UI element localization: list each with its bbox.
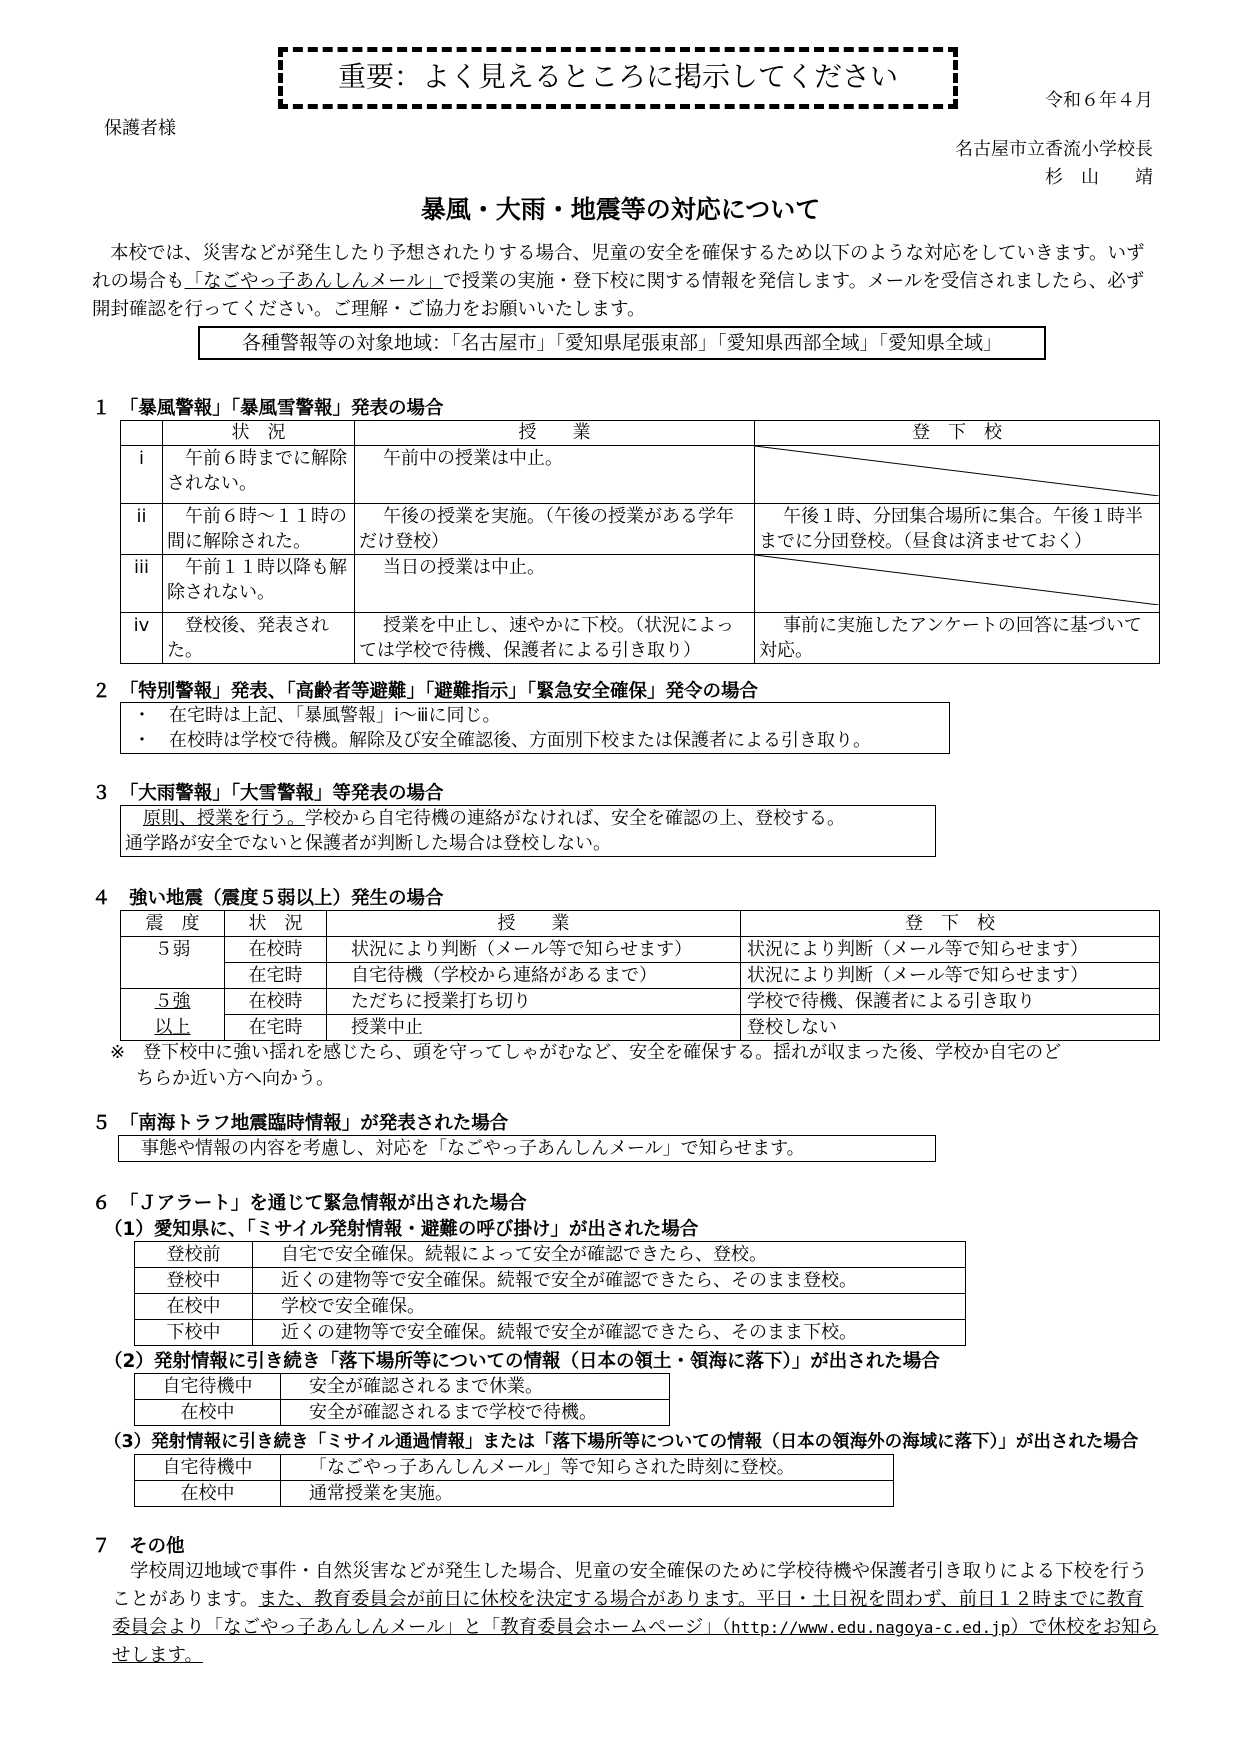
section-3-heading: ３ 「大雨警報」「大雪警報」等発表の場合 [92,783,444,804]
row-commute-na [755,446,1160,504]
other-paragraph [112,1558,1162,1670]
row-situation: 登校後、発表された。 [163,613,355,664]
jalert-table-1 [134,1241,966,1346]
sender-name: 杉 山 靖 [1045,167,1153,188]
list-item: ・ 在宅時は上記、「暴風警報」ⅰ～ⅲに同じ。 [133,705,501,726]
row-class: 状況により判断（メール等で知らせます） [327,937,741,963]
section-6-sub-1: （1）愛知県に、「ミサイル発射情報・避難の呼び掛け」が出された場合 [104,1219,699,1240]
row-commute: 登校しない [741,1015,1160,1041]
header-commute: 登 下 校 [755,421,1160,446]
rain-line-1 [125,806,931,831]
storm-warning-table [120,420,1160,664]
row-value: 近くの建物等で安全確保。続報で安全が確認できたら、そのまま下校。 [253,1320,966,1346]
addressee: 保護者様 [104,118,176,139]
row-situation: 午前１１時以降も解除されない。 [163,555,355,613]
row-class: 自宅待機（学校から連絡があるまで） [327,963,741,989]
row-class: 授業を中止し、速やかに下校。（状況によっては学校で待機、保護者による引き取り） [355,613,755,664]
jalert-table-2 [134,1373,670,1426]
row-number: iv [121,613,163,664]
other-text-b: また、教育委員会が前日に休校を決定する場合があります。平日・土日祝を問わず、前日１２時までに教育委員会より「なごやっ子あんしんメール」と「教育委員会ホームページ」 [112,1589,1144,1638]
row-value: 安全が確認されるまで学校で待機。 [281,1400,670,1426]
notice-text: 重要：よく見えるところに掲示してください [337,60,898,93]
row-key: 在校中 [135,1481,281,1507]
rain-line-1-text: 学校から自宅待機の連絡がなければ、安全を確認の上、登校する。 [305,808,845,829]
paren-open: （ [721,1617,732,1638]
table-row [121,613,1160,664]
row-key: 自宅待機中 [135,1455,281,1481]
section-5-heading: ５ 「南海トラフ地震臨時情報」が発表された場合 [92,1113,509,1134]
row-value: 安全が確認されるまで休業。 [281,1374,670,1400]
row-class: 当日の授業は中止。 [355,555,755,613]
row-situation: 午前６時～１１時の間に解除された。 [163,504,355,555]
row-situation: 在宅時 [225,1015,327,1041]
intro-mail-name: 「なごやっ子あんしんメール」 [184,271,444,292]
diagonal-slash [755,555,1159,605]
nankai-box: 事態や情報の内容を考慮し、対応を「なごやっ子あんしんメール」で知らせます。 [118,1135,936,1162]
special-warning-box [120,702,950,754]
intro-text-1: 本校では、災害などが発生したり予想されたりする場合、児童の安全を確保するため以下のような対応をしていきます。いずれの場合も [92,243,1145,292]
table-row [135,1374,670,1400]
row-commute-na [755,555,1160,613]
rain-line-2: 通学路が安全でないと保護者が判断した場合は登校しない。 [125,833,611,854]
intensity-label: ５強 [154,991,191,1012]
row-value: 学校で安全確保。 [253,1294,966,1320]
intro-text-2: で授業の実施・登下校に関する情報を発信します。メールを受信されましたら、必ず開封確認を行ってください。ご理解・ご協力をお願いいたします。 [92,271,1145,320]
row-situation: 午前６時までに解除されない。 [163,446,355,504]
header-intensity: 震 度 [121,911,225,937]
row-commute: 状況により判断（メール等で知らせます） [741,963,1160,989]
section-4-heading: ４ 強い地震（震度５弱以上）発生の場合 [92,888,444,909]
row-number: iii [121,555,163,613]
table-row [121,1015,1160,1041]
target-area-box: 各種警報等の対象地域：「名古屋市」「愛知県尾張東部」「愛知県西部全域」「愛知県全域」 [198,326,1046,360]
board-url-link[interactable]: http://www.edu.nagoya-c.ed.jp [731,1618,1011,1637]
header-situation: 状 況 [163,421,355,446]
table-row [121,504,1160,555]
row-key: 下校中 [135,1320,253,1346]
row-commute: 事前に実施したアンケートの回答に基づいて対応。 [755,613,1160,664]
row-value: 通常授業を実施。 [281,1481,894,1507]
section-1-heading: １ 「暴風警報」「暴風雪警報」発表の場合 [92,398,444,419]
row-number: i [121,446,163,504]
intro-paragraph [92,240,1152,324]
row-key: 在校中 [135,1400,281,1426]
row-class: 授業中止 [327,1015,741,1041]
row-key: 自宅待機中 [135,1374,281,1400]
earthquake-table [120,910,1160,1041]
important-notice-banner [278,47,958,109]
row-key: 登校前 [135,1242,253,1268]
table-row [135,1455,894,1481]
header-situation: 状 況 [225,911,327,937]
section-6-sub-3: （3）発射情報に引き続き「ミサイル通過情報」または「落下場所等についての情報（日本の領海外の海域に落下）」が出された場合 [104,1432,1139,1452]
row-value: 近くの建物等で安全確保。続報で安全が確認できたら、そのまま登校。 [253,1268,966,1294]
row-value: 「なごやっ子あんしんメール」等で知らされた時刻に登校。 [281,1455,894,1481]
table-row [135,1481,894,1507]
table-row [135,1294,966,1320]
row-situation: 在宅時 [225,963,327,989]
table-row [135,1268,966,1294]
table-row [121,446,1160,504]
list-item: ・ 在校時は学校で待機。解除及び安全確認後、方面別下校または保護者による引き取り。 [133,730,871,751]
header-commute: 登 下 校 [741,911,1160,937]
table-header-row [121,421,1160,446]
sender [955,136,1153,192]
section-2-heading: ２ 「特別警報」発表、「高齢者等避難」「避難指示」「緊急安全確保」発令の場合 [92,681,759,702]
sender-org: 名古屋市立香流小学校長 [955,139,1153,160]
page-title: 暴風・大雨・地震等の対応について [420,195,821,224]
row-situation: 在校時 [225,937,327,963]
heavy-rain-box [120,805,936,857]
table-row [135,1320,966,1346]
table-row [121,555,1160,613]
table-header-row [121,911,1160,937]
table-row [135,1242,966,1268]
row-class: 午後の授業を実施。（午後の授業がある学年だけ登校） [355,504,755,555]
other-text-a: 学校周辺地域で事件・自然災害などが発生した場合、児童の安全確保のために学校待機や保護者引き取りによる下校を行うことがあります。 [112,1561,1148,1610]
row-commute: 午後１時、分団集合場所に集合。午後１時半までに分団登校。（昼食は済ませておく） [755,504,1160,555]
row-commute: 状況により判断（メール等で知らせます） [741,937,1160,963]
header-class: 授 業 [327,911,741,937]
section-6-sub-2: （2）発射情報に引き続き「落下場所等についての情報（日本の領土・領海に落下）」が出された場合 [104,1351,940,1372]
section-6-heading: ６ 「Ｊアラート」を通じて緊急情報が出された場合 [92,1193,527,1214]
row-intensity: ５弱 [121,937,225,989]
intensity-label: 以上 [154,1016,191,1038]
row-value: 自宅で安全確保。続報によって安全が確認できたら、登校。 [253,1242,966,1268]
row-key: 登校中 [135,1268,253,1294]
note-line-1: ※ 登下校中に強い揺れを感じたら、頭を守ってしゃがむなど、安全を確保する。揺れが収まった後、学校か自宅のど [110,1042,1062,1063]
row-key: 在校中 [135,1294,253,1320]
rain-policy: 原則、授業を行う。 [143,808,305,829]
earthquake-note [110,1040,1061,1092]
table-row [135,1400,670,1426]
row-class: 午前中の授業は中止。 [355,446,755,504]
row-intensity [121,1015,225,1041]
row-situation: 在校時 [225,989,327,1015]
other-text-c: ）で休校をお知らせします。 [112,1617,1159,1666]
note-line-2: ちらか近い方へ向かう。 [136,1068,334,1089]
row-number: ii [121,504,163,555]
issue-date: 令和６年４月 [1045,90,1153,111]
row-commute: 学校で待機、保護者による引き取り [741,989,1160,1015]
jalert-table-3 [134,1454,894,1507]
table-row [121,937,1160,963]
row-class: ただちに授業打ち切り [327,989,741,1015]
header-class: 授 業 [355,421,755,446]
table-row [121,989,1160,1015]
section-7-heading: ７ その他 [92,1536,185,1557]
diagonal-slash [755,446,1159,496]
table-row [121,963,1160,989]
row-intensity [121,989,225,1015]
